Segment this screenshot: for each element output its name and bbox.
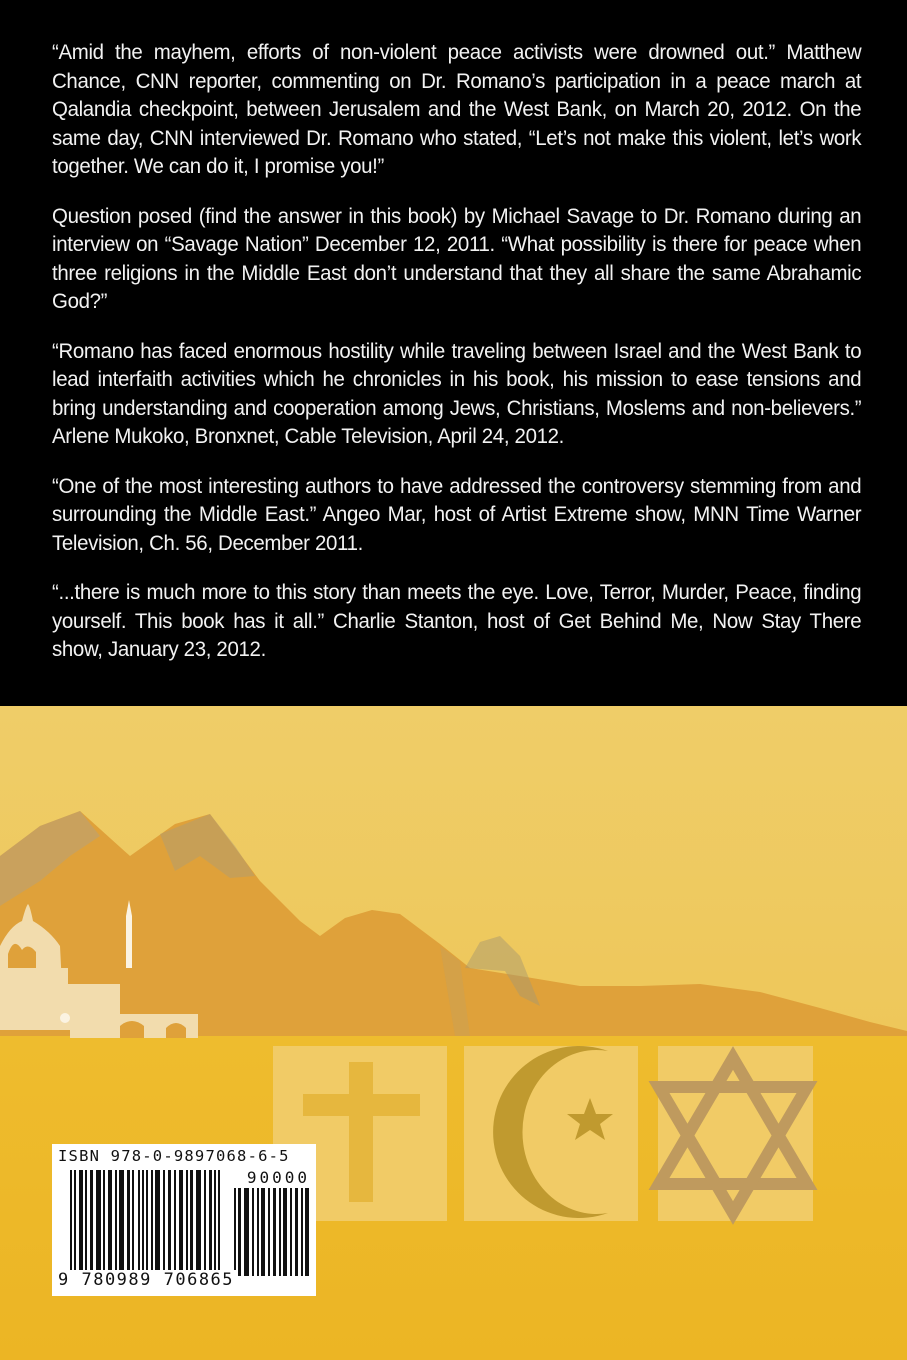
- quote-savage-nation: Question posed (find the answer in this book) by Michael Savage to Dr. Romano during an interview on “Savage Nation” December 12, 2011. “What possibility is there for peace when three religions in the Middle East don’t understand that they all share the same Abrahamic God?”: [52, 203, 862, 313]
- endorsement-quotes: [52, 38, 862, 685]
- quote-artist-extreme: “One of the most interesting authors to have addressed the controversy stemming from and surrounding the Middle East.” Angeo Mar, host of Artist Extreme show, MNN Time Warner Television, Ch. 56, December 2011.: [52, 473, 862, 555]
- quote-cnn: “Amid the mayhem, efforts of non-violent peace activists were drowned out.” Matthew Chance, CNN reporter, commenting on Dr. Romano’s participation in a peace march at Qalandia checkpoint, between Jerusalem and the West Bank, on March 20, 2012. On the same day, CNN interviewed Dr. Romano who stated, “Let’s not make this violent, let’s work together. We can do it, I promise you!”: [52, 40, 862, 178]
- ean-number: 9 780989 706865: [58, 1270, 235, 1290]
- price-addon-bars: [234, 1188, 310, 1276]
- price-code: 90000: [246, 1168, 310, 1187]
- quote-get-behind-me: “...there is much more to this story than meets the eye. Love, Terror, Murder, Peace, finding yourself. This book has it all.” Charlie Stanton, host of Get Behind Me, Now Stay There show, January 23, 2012.: [52, 580, 862, 661]
- quote-bronxnet: “Romano has faced enormous hostility while traveling between Israel and the West Bank to lead interfaith activities which he chronicles in his book, his mission to ease tensions and bring understanding and cooperation among Jews, Christians, Moslems and non-believers.” Arlene Mukoko, Bronxnet, Cable Television, April 24, 2012.: [52, 338, 862, 448]
- ean-bars: [70, 1170, 230, 1282]
- isbn-label: ISBN 978-0-9897068-6-5: [58, 1147, 290, 1165]
- isbn-barcode: [52, 1144, 316, 1296]
- symbol-panels: [273, 1046, 813, 1221]
- crescent-panel: [464, 1046, 638, 1221]
